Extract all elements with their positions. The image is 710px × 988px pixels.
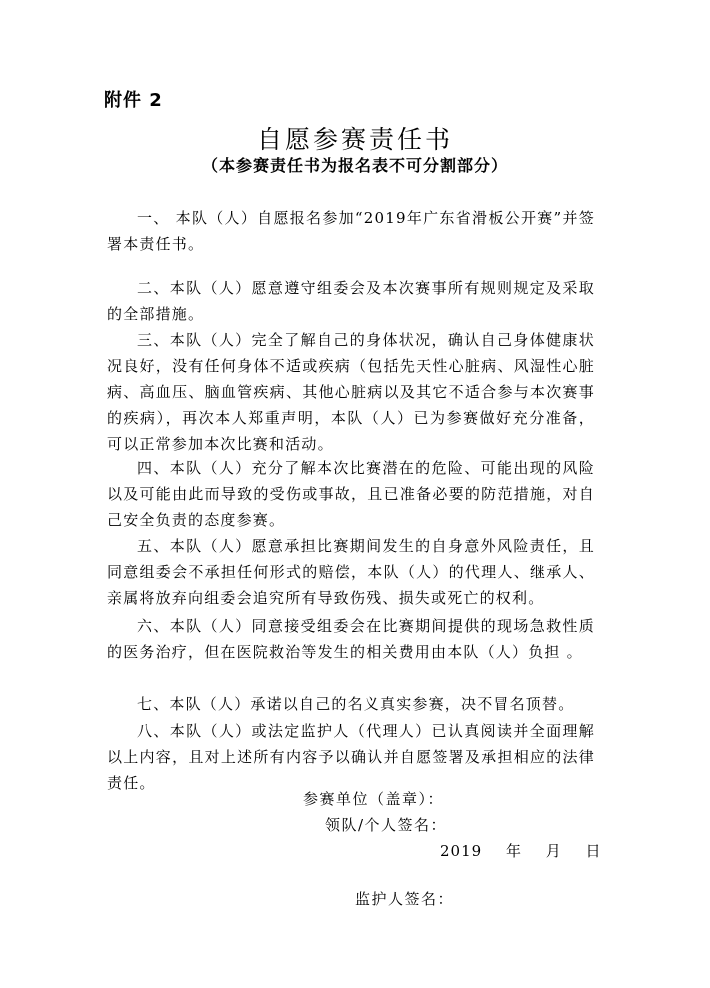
clause-8: 八、本队（人）或法定监护人（代理人）已认真阅读并全面理解以上内容，且对上述所有内容予以确认并自愿签署及承担相应的法律责任。 bbox=[107, 722, 595, 792]
clause-4: 四、本队（人）充分了解本次比赛潜在的危险、可能出现的风险以及可能由此而导致的受伤或事故，且已准备必要的防范措施，对自己安全负责的态度参赛。 bbox=[107, 459, 595, 529]
clause-7: 七、本队（人）承诺以自己的名义真实参赛，决不冒名顶替。 bbox=[137, 695, 575, 713]
signature-date: 2019 年 月 日 bbox=[440, 842, 602, 860]
clause-6: 六、本队（人）同意接受组委会在比赛期间提供的现场急救性质的医务治疗，但在医院救治等发生的相关费用由本队（人）负担 。 bbox=[107, 617, 595, 661]
clause-3: 三、本队（人）完全了解自己的身体状况，确认自己身体健康状况良好，没有任何身体不适或疾病（包括先天性心脏病、风湿性心脏病、高血压、脑血管疾病、其他心脏病以及其它不适合参与本次赛事的疾病），再次本人郑重声明，本队（人）已为参赛做好充分准备，可以正常参加本次比赛和活动。 bbox=[107, 331, 595, 453]
signature-guardian-label: 监护人签名： bbox=[355, 890, 455, 908]
attachment-label: 附件 2 bbox=[104, 90, 163, 111]
clause-5: 五、本队（人）愿意承担比赛期间发生的自身意外风险责任，且同意组委会不承担任何形式的赔偿，本队（人）的代理人、继承人、亲属将放弃向组委会追究所有导致伤残、损失或死亡的权利。 bbox=[107, 537, 595, 607]
signature-leader-label: 领队/个人签名： bbox=[325, 816, 448, 834]
document-title: 自愿参赛责任书 bbox=[256, 125, 453, 154]
clause-1: 一、 本队（人）自愿报名参加“2019年广东省滑板公开赛”并签署本责任书。 bbox=[107, 209, 595, 253]
signature-unit-label: 参赛单位（盖章）： bbox=[303, 790, 445, 808]
document-subtitle: （本参赛责任书为报名表不可分割部分） bbox=[201, 156, 508, 175]
clause-2: 二、本队（人）愿意遵守组委会及本次赛事所有规则规定及采取的全部措施。 bbox=[107, 279, 595, 323]
